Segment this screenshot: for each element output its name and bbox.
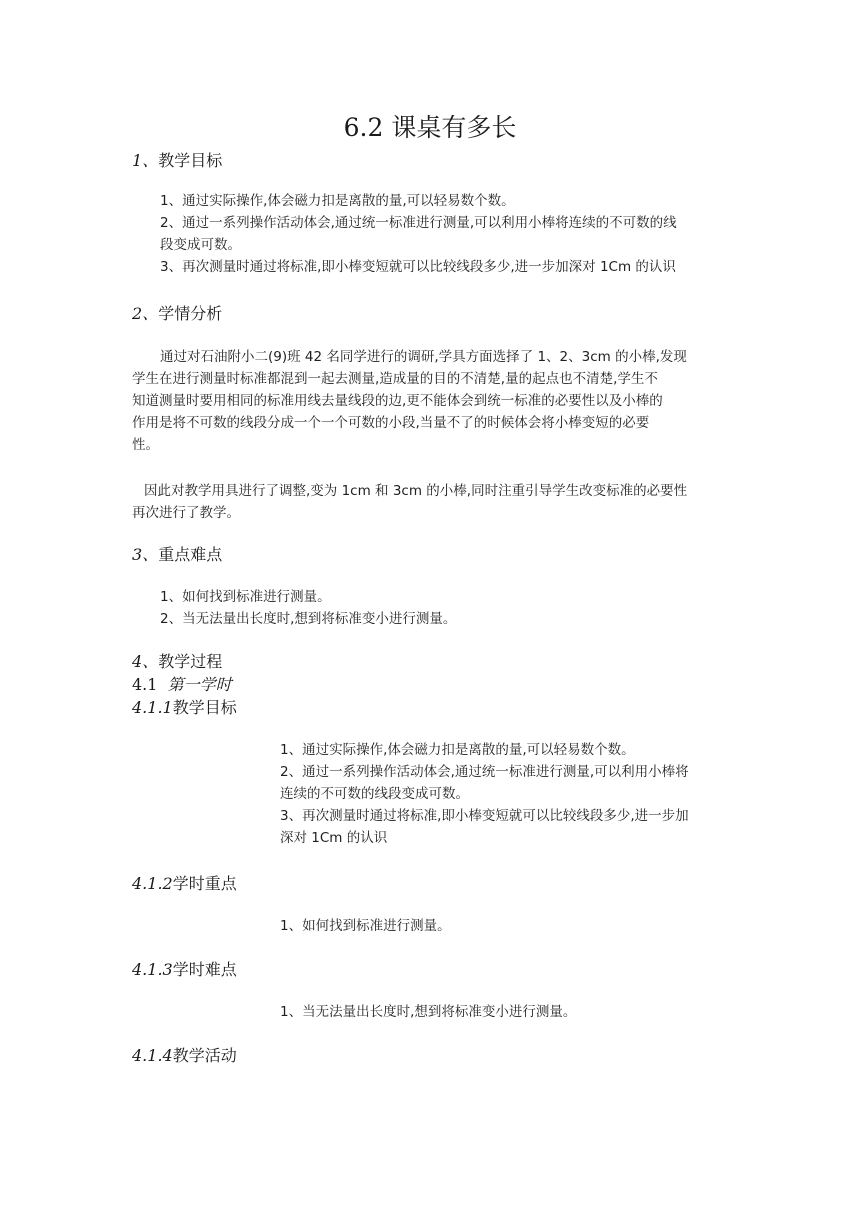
subsection-4-1-3-title: 学时难点 (172, 960, 237, 979)
list-item: 1、如何找到标准进行测量。 (280, 918, 451, 934)
list-item: 段变成可数。 (160, 237, 241, 253)
section-3-title: 重点难点 (158, 545, 223, 564)
section-2-paragraph-1 (132, 346, 687, 456)
section-3-number: 3、 (132, 545, 159, 564)
list-item: 1、当无法量出长度时,想到将标准变小进行测量。 (280, 1004, 577, 1020)
section-2-paragraph-2 (132, 480, 687, 524)
list-item: 2、通过一系列操作活动体会,通过统一标准进行测量,可以利用小棒将连续的不可数的线 (160, 215, 677, 231)
section-4-number: 4、 (132, 652, 159, 671)
subsection-4-1-1-body (280, 739, 689, 849)
subsection-4-1-3-number: 4.1.3 (132, 960, 173, 979)
subsection-4-1-3-heading (132, 959, 237, 981)
section-1-heading (132, 150, 222, 172)
subsection-4-1-2-number: 4.1.2 (132, 874, 173, 893)
subsection-4-1-2-body (280, 915, 451, 937)
subsection-4-1-4-title: 教学活动 (172, 1046, 237, 1065)
subsection-4-1-1-number: 4.1.1 (132, 698, 173, 717)
list-item: 连续的不可数的线段变成可数。 (280, 786, 469, 802)
section-2-heading (132, 303, 222, 325)
list-item: 3、再次测量时通过将标准,即小棒变短就可以比较线段多少,进一步加深对 1Cm 的认识 (160, 259, 676, 275)
subsection-4-1-1-heading (132, 697, 237, 719)
list-item: 2、通过一系列操作活动体会,通过统一标准进行测量,可以利用小棒将 (280, 764, 689, 780)
section-4-heading (132, 651, 222, 673)
paragraph-line: 再次进行了教学。 (132, 505, 240, 521)
subsection-4-1-3-body (280, 1001, 576, 1023)
list-item: 1、如何找到标准进行测量。 (160, 589, 331, 605)
section-1-title: 教学目标 (158, 151, 223, 170)
subsection-4-1-title: 第一学时 (167, 675, 232, 694)
subsection-4-1-4-heading (132, 1045, 237, 1067)
list-item: 1、通过实际操作,体会磁力扣是离散的量,可以轻易数个数。 (280, 742, 635, 758)
subsection-4-1-1-title: 教学目标 (172, 698, 237, 717)
paragraph-line: 知道测量时要用相同的标准用线去量线段的边,更不能体会到统一标准的必要性以及小棒的 (132, 393, 663, 409)
section-4-title: 教学过程 (158, 652, 223, 671)
subsection-4-1-2-title: 学时重点 (172, 874, 237, 893)
section-2-number: 2、 (132, 304, 159, 323)
paragraph-line: 学生在进行测量时标准都混到一起去测量,造成量的目的不清楚,量的起点也不清楚,学生不 (132, 371, 658, 387)
paragraph-line: 作用是将不可数的线段分成一个一个可数的小段,当量不了的时候体会将小棒变短的必要 (132, 415, 650, 431)
section-3-heading (132, 544, 222, 566)
subsection-4-1-2-heading (132, 873, 237, 895)
document-title: 6.2 课桌有多长 (343, 113, 517, 142)
subsection-4-1-number: 4.1 (132, 675, 158, 694)
subsection-4-1-4-number: 4.1.4 (132, 1046, 173, 1065)
paragraph-line: 因此对教学用具进行了调整,变为 1cm 和 3cm 的小棒,同时注重引导学生改变标准的必要性 (144, 483, 688, 499)
list-item: 1、通过实际操作,体会磁力扣是离散的量,可以轻易数个数。 (160, 193, 515, 209)
section-3-list (160, 586, 456, 630)
list-item: 2、当无法量出长度时,想到将标准变小进行测量。 (160, 611, 457, 627)
subsection-4-1-heading (132, 674, 232, 696)
section-1-list (160, 190, 677, 278)
paragraph-line: 通过对石油附小二(9)班 42 名同学进行的调研,学具方面选择了 1、2、3cm 的小棒,发现 (160, 349, 687, 365)
list-item: 深对 1Cm 的认识 (280, 830, 388, 846)
paragraph-line: 性。 (132, 437, 159, 453)
section-2-title: 学情分析 (158, 304, 223, 323)
list-item: 3、再次测量时通过将标准,即小棒变短就可以比较线段多少,进一步加 (280, 808, 689, 824)
section-1-number: 1、 (132, 151, 159, 170)
